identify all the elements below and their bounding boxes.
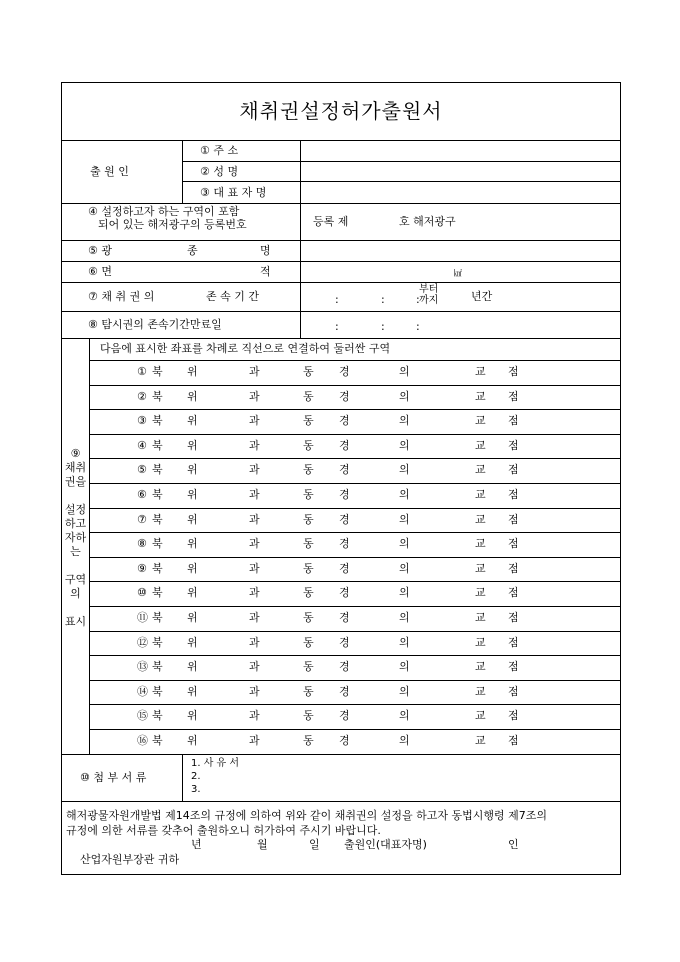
and-label: 과 bbox=[249, 389, 260, 403]
of-label: 의 bbox=[399, 709, 410, 723]
intersection-label: 교 bbox=[475, 684, 486, 698]
name-label: ② 성 명 bbox=[200, 165, 239, 178]
area-unit: ㎢ bbox=[454, 269, 462, 278]
duration-label-b: 존 속 기 간 bbox=[206, 290, 259, 303]
intersection-label: 교 bbox=[475, 389, 486, 403]
longitude-label: 경 bbox=[339, 734, 350, 747]
duration-colon-2: : bbox=[381, 293, 385, 306]
east-label: 동 bbox=[303, 365, 314, 378]
longitude-label: 경 bbox=[339, 537, 350, 551]
zone-side-number: ⑨ bbox=[70, 447, 81, 460]
duration-years: 년간 bbox=[471, 290, 493, 303]
intersection-label: 교 bbox=[475, 709, 486, 723]
zone-side-line: 설정 bbox=[64, 503, 87, 516]
latitude-label: 위 bbox=[187, 463, 198, 477]
mineral-label-c: 명 bbox=[260, 244, 271, 257]
point-label: 점 bbox=[508, 561, 519, 575]
point-label: 점 bbox=[508, 512, 519, 526]
seal-label: 인 bbox=[508, 838, 519, 851]
of-label: 의 bbox=[399, 586, 410, 600]
attachment-item-1: 1. 사 유 서 bbox=[191, 758, 240, 769]
north-label: 북 bbox=[152, 414, 163, 428]
and-label: 과 bbox=[249, 438, 260, 452]
east-label: 동 bbox=[303, 537, 314, 551]
coordinate-index: ⑮ bbox=[137, 709, 148, 723]
zone-side-line bbox=[62, 489, 89, 503]
intersection-label: 교 bbox=[475, 365, 486, 378]
of-label: 의 bbox=[399, 734, 410, 747]
intersection-label: 교 bbox=[475, 488, 486, 501]
of-label: 의 bbox=[399, 365, 410, 378]
date-day-label: 일 bbox=[309, 838, 320, 851]
intersection-label: 교 bbox=[475, 512, 486, 526]
of-label: 의 bbox=[399, 389, 410, 403]
expiry-colon-1: : bbox=[335, 320, 339, 333]
longitude-label: 경 bbox=[339, 463, 350, 477]
coordinate-row bbox=[89, 655, 620, 680]
of-label: 의 bbox=[399, 635, 410, 649]
and-label: 과 bbox=[249, 709, 260, 723]
east-label: 동 bbox=[303, 512, 314, 526]
longitude-label: 경 bbox=[339, 660, 350, 674]
date-year-label: 년 bbox=[191, 838, 202, 851]
north-label: 북 bbox=[152, 512, 163, 526]
longitude-label: 경 bbox=[339, 438, 350, 452]
east-label: 동 bbox=[303, 389, 314, 403]
north-label: 북 bbox=[152, 365, 163, 378]
application-form bbox=[61, 82, 621, 875]
north-label: 북 bbox=[152, 586, 163, 600]
east-label: 동 bbox=[303, 709, 314, 723]
north-label: 북 bbox=[152, 488, 163, 501]
latitude-label: 위 bbox=[187, 635, 198, 649]
coordinate-index: ② bbox=[137, 389, 147, 403]
coordinate-row bbox=[89, 508, 620, 533]
east-label: 동 bbox=[303, 635, 314, 649]
latitude-label: 위 bbox=[187, 709, 198, 723]
point-label: 점 bbox=[508, 537, 519, 551]
longitude-label: 경 bbox=[339, 611, 350, 624]
area-label-a: ⑥ 면 bbox=[88, 265, 112, 278]
coordinate-row bbox=[89, 434, 620, 459]
expiry-colon-3: : bbox=[416, 320, 420, 333]
latitude-label: 위 bbox=[187, 414, 198, 428]
intersection-label: 교 bbox=[475, 561, 486, 575]
latitude-label: 위 bbox=[187, 365, 198, 378]
intersection-label: 교 bbox=[475, 734, 486, 747]
point-label: 점 bbox=[508, 438, 519, 452]
latitude-label: 위 bbox=[187, 488, 198, 501]
intersection-label: 교 bbox=[475, 414, 486, 428]
zone-side-line bbox=[62, 601, 89, 615]
representative-label: ③ 대 표 자 명 bbox=[200, 186, 267, 199]
and-label: 과 bbox=[249, 537, 260, 551]
mineral-label-b: 종 bbox=[187, 244, 198, 257]
coordinate-index: ⑥ bbox=[137, 488, 147, 501]
point-label: 점 bbox=[508, 611, 519, 624]
zone-side-line: 하고 bbox=[64, 517, 87, 530]
intersection-label: 교 bbox=[475, 537, 486, 551]
and-label: 과 bbox=[249, 365, 260, 378]
east-label: 동 bbox=[303, 414, 314, 428]
coordinate-row bbox=[89, 360, 620, 385]
east-label: 동 bbox=[303, 684, 314, 698]
north-label: 북 bbox=[152, 389, 163, 403]
duration-from: 부터 bbox=[419, 284, 439, 295]
point-label: 점 bbox=[508, 414, 519, 428]
duration-to: 까지 bbox=[419, 295, 439, 306]
date-month-label: 월 bbox=[257, 838, 268, 851]
of-label: 의 bbox=[399, 488, 410, 501]
latitude-label: 위 bbox=[187, 660, 198, 674]
area-label-b: 적 bbox=[260, 265, 271, 278]
coordinate-row bbox=[89, 729, 620, 754]
latitude-label: 위 bbox=[187, 684, 198, 698]
zone-side-line bbox=[62, 559, 89, 573]
coordinate-row bbox=[89, 458, 620, 483]
coordinate-row bbox=[89, 409, 620, 434]
mineral-field[interactable] bbox=[301, 241, 620, 261]
latitude-label: 위 bbox=[187, 561, 198, 575]
point-label: 점 bbox=[508, 635, 519, 649]
and-label: 과 bbox=[249, 684, 260, 698]
zone-side-line: 의 bbox=[70, 587, 81, 600]
zone-side-label bbox=[62, 461, 89, 629]
longitude-label: 경 bbox=[339, 389, 350, 403]
of-label: 의 bbox=[399, 611, 410, 624]
and-label: 과 bbox=[249, 611, 260, 624]
longitude-label: 경 bbox=[339, 488, 350, 501]
latitude-label: 위 bbox=[187, 438, 198, 452]
coordinate-row bbox=[89, 680, 620, 705]
and-label: 과 bbox=[249, 488, 260, 501]
coordinate-row bbox=[89, 385, 620, 410]
coordinate-row bbox=[89, 532, 620, 557]
and-label: 과 bbox=[249, 512, 260, 526]
point-label: 점 bbox=[508, 586, 519, 600]
longitude-label: 경 bbox=[339, 586, 350, 600]
north-label: 북 bbox=[152, 660, 163, 674]
coordinate-index: ⑦ bbox=[137, 512, 147, 526]
of-label: 의 bbox=[399, 438, 410, 452]
of-label: 의 bbox=[399, 414, 410, 428]
coordinate-row bbox=[89, 557, 620, 582]
coordinate-index: ⑤ bbox=[137, 463, 147, 477]
intersection-label: 교 bbox=[475, 586, 486, 600]
and-label: 과 bbox=[249, 660, 260, 674]
latitude-label: 위 bbox=[187, 512, 198, 526]
zone-side-line: 구역 bbox=[64, 573, 87, 586]
mineral-label-a: ⑤ 광 bbox=[88, 244, 112, 257]
registration-label-line1: ④ 설정하고자 하는 구역이 포함 bbox=[88, 205, 240, 218]
intersection-label: 교 bbox=[475, 611, 486, 624]
addressee: 산업자원부장관 귀하 bbox=[80, 853, 180, 866]
north-label: 북 bbox=[152, 463, 163, 477]
coordinate-index: ⑩ bbox=[137, 586, 147, 600]
attachment-item-2: 2. bbox=[191, 771, 201, 782]
longitude-label: 경 bbox=[339, 561, 350, 575]
point-label: 점 bbox=[508, 709, 519, 723]
expiry-label: ⑧ 탐시권의 존속기간만료일 bbox=[88, 318, 222, 331]
and-label: 과 bbox=[249, 635, 260, 649]
name-field[interactable] bbox=[301, 162, 620, 181]
and-label: 과 bbox=[249, 463, 260, 477]
coordinate-index: ⑧ bbox=[137, 537, 147, 551]
duration-colon-3: : bbox=[416, 293, 420, 306]
north-label: 북 bbox=[152, 611, 163, 624]
east-label: 동 bbox=[303, 438, 314, 452]
coordinate-index: ⑯ bbox=[137, 734, 148, 747]
of-label: 의 bbox=[399, 537, 410, 551]
zone-side-line: 자하 bbox=[64, 531, 87, 544]
north-label: 북 bbox=[152, 709, 163, 723]
longitude-label: 경 bbox=[339, 635, 350, 649]
and-label: 과 bbox=[249, 734, 260, 747]
latitude-label: 위 bbox=[187, 537, 198, 551]
attachments-label: ⑩ 첨 부 서 류 bbox=[80, 771, 147, 784]
point-label: 점 bbox=[508, 488, 519, 501]
registration-prefix: 등록 제 bbox=[313, 215, 349, 228]
representative-field[interactable] bbox=[301, 182, 620, 203]
expiry-colon-2: : bbox=[381, 320, 385, 333]
coordinate-index: ③ bbox=[137, 414, 147, 428]
of-label: 의 bbox=[399, 512, 410, 526]
of-label: 의 bbox=[399, 463, 410, 477]
statement-line-1: 해저광물자원개발법 제14조의 규정에 의하여 위와 같이 채취권의 설정을 하고자 동법시행령 제7조의 bbox=[66, 809, 547, 822]
of-label: 의 bbox=[399, 660, 410, 674]
coordinate-index: ⑨ bbox=[137, 561, 147, 575]
coordinate-row bbox=[89, 704, 620, 729]
zone-side-line: 는 bbox=[70, 545, 81, 558]
expiry-field[interactable] bbox=[301, 312, 620, 338]
coordinate-index: ⑪ bbox=[137, 611, 148, 624]
applicant-group-label: 출 원 인 bbox=[90, 165, 129, 178]
longitude-label: 경 bbox=[339, 365, 350, 378]
duration-colon-1: : bbox=[335, 293, 339, 306]
intersection-label: 교 bbox=[475, 463, 486, 477]
and-label: 과 bbox=[249, 586, 260, 600]
latitude-label: 위 bbox=[187, 586, 198, 600]
and-label: 과 bbox=[249, 561, 260, 575]
intersection-label: 교 bbox=[475, 438, 486, 452]
coordinate-index: ④ bbox=[137, 438, 147, 452]
of-label: 의 bbox=[399, 561, 410, 575]
form-title: 채취권설정허가출원서 bbox=[239, 99, 443, 123]
intersection-label: 교 bbox=[475, 660, 486, 674]
point-label: 점 bbox=[508, 684, 519, 698]
coordinate-row bbox=[89, 606, 620, 631]
point-label: 점 bbox=[508, 660, 519, 674]
registration-suffix: 호 해저광구 bbox=[399, 215, 456, 228]
zone-side-line: 채취 bbox=[64, 461, 87, 474]
point-label: 점 bbox=[508, 365, 519, 378]
area-field[interactable] bbox=[301, 262, 451, 282]
coordinate-row bbox=[89, 631, 620, 656]
statement-line-2: 규정에 의한 서류를 갖추어 출원하오니 허가하여 주시기 바랍니다. bbox=[66, 824, 381, 837]
address-field[interactable] bbox=[301, 141, 620, 161]
point-label: 점 bbox=[508, 734, 519, 747]
address-label: ① 주 소 bbox=[200, 144, 239, 157]
footer-applicant-label: 출원인(대표자명) bbox=[344, 838, 427, 851]
east-label: 동 bbox=[303, 488, 314, 501]
coordinate-index: ⑭ bbox=[137, 684, 148, 698]
attachment-item-3: 3. bbox=[191, 784, 201, 795]
north-label: 북 bbox=[152, 734, 163, 747]
north-label: 북 bbox=[152, 684, 163, 698]
zone-instruction: 다음에 표시한 좌표를 차례로 직선으로 연결하여 둘러싼 구역 bbox=[100, 342, 391, 355]
north-label: 북 bbox=[152, 537, 163, 551]
longitude-label: 경 bbox=[339, 414, 350, 428]
zone-side-line: 권을 bbox=[64, 475, 87, 488]
east-label: 동 bbox=[303, 660, 314, 674]
point-label: 점 bbox=[508, 389, 519, 403]
longitude-label: 경 bbox=[339, 512, 350, 526]
east-label: 동 bbox=[303, 734, 314, 747]
east-label: 동 bbox=[303, 561, 314, 575]
latitude-label: 위 bbox=[187, 734, 198, 747]
duration-years-field[interactable] bbox=[440, 285, 468, 307]
coordinate-row bbox=[89, 581, 620, 606]
registration-label-line2: 되어 있는 해저광구의 등록번호 bbox=[98, 218, 247, 231]
registration-number-field[interactable] bbox=[354, 211, 394, 231]
coordinate-index: ⑫ bbox=[137, 635, 148, 649]
duration-label-a: ⑦ 채 취 권 의 bbox=[88, 290, 155, 303]
east-label: 동 bbox=[303, 586, 314, 600]
latitude-label: 위 bbox=[187, 611, 198, 624]
latitude-label: 위 bbox=[187, 389, 198, 403]
north-label: 북 bbox=[152, 438, 163, 452]
point-label: 점 bbox=[508, 463, 519, 477]
longitude-label: 경 bbox=[339, 684, 350, 698]
coordinate-index: ① bbox=[137, 365, 147, 378]
and-label: 과 bbox=[249, 414, 260, 428]
north-label: 북 bbox=[152, 635, 163, 649]
north-label: 북 bbox=[152, 561, 163, 575]
coordinate-index: ⑬ bbox=[137, 660, 148, 674]
zone-side-line: 표시 bbox=[64, 615, 87, 628]
intersection-label: 교 bbox=[475, 635, 486, 649]
coordinate-row bbox=[89, 483, 620, 508]
east-label: 동 bbox=[303, 611, 314, 624]
east-label: 동 bbox=[303, 463, 314, 477]
longitude-label: 경 bbox=[339, 709, 350, 723]
of-label: 의 bbox=[399, 684, 410, 698]
